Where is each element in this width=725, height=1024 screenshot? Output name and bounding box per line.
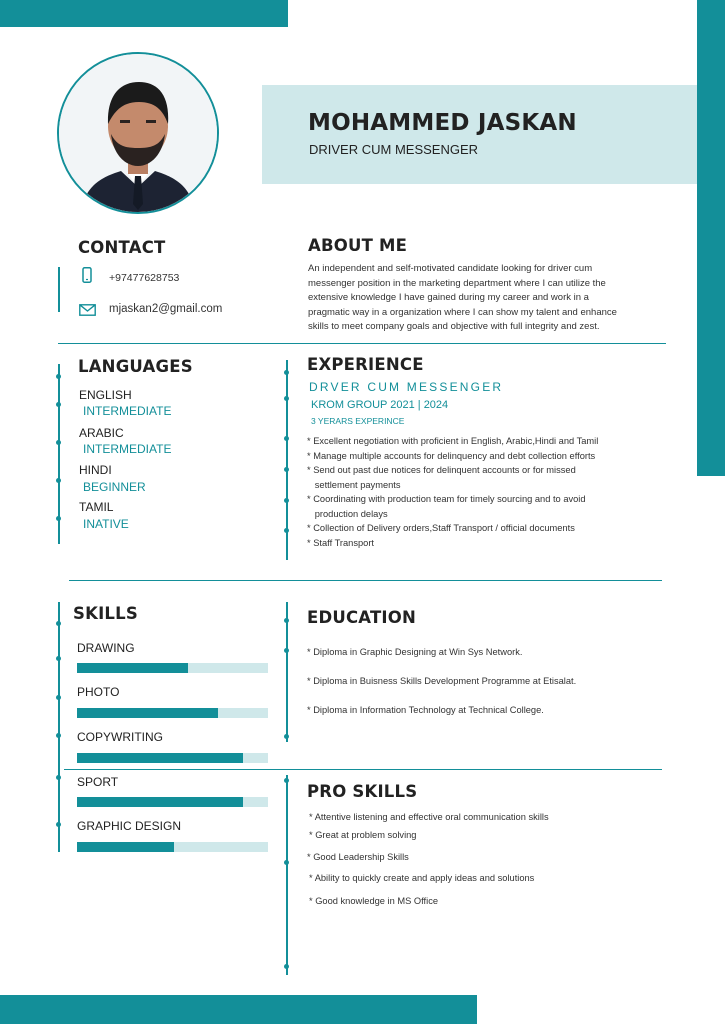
skill-bar bbox=[77, 708, 268, 718]
phone-icon bbox=[82, 267, 92, 283]
experience-heading: EXPERIENCE bbox=[307, 355, 424, 374]
about-line: messenger position in the marketing department where I can utilize the bbox=[308, 277, 606, 289]
contact-heading: CONTACT bbox=[78, 238, 166, 257]
bottom-bar bbox=[0, 995, 477, 1024]
language-level: INTERMEDIATE bbox=[83, 404, 172, 418]
language-name: HINDI bbox=[79, 463, 112, 477]
experience-bullet: * Collection of Delivery orders,Staff Transport / official documents bbox=[307, 523, 575, 533]
skill-bar bbox=[77, 753, 268, 763]
timeline-dot bbox=[56, 440, 61, 445]
skill-name: SPORT bbox=[77, 775, 119, 789]
avatar bbox=[57, 52, 219, 214]
skill-bar bbox=[77, 797, 268, 807]
skill-bar-fill bbox=[77, 708, 218, 718]
timeline-dot bbox=[284, 396, 289, 401]
languages-heading: LANGUAGES bbox=[78, 357, 193, 376]
experience-bullet: settlement payments bbox=[307, 479, 401, 490]
about-line: An independent and self-motivated candidate looking for driver cum bbox=[308, 263, 593, 274]
education-item: * Diploma in Buisness Skills Development Programme at Etisalat. bbox=[307, 676, 577, 686]
timeline-dot bbox=[284, 436, 289, 441]
timeline-proskills bbox=[286, 775, 288, 975]
pro-skill-item: * Great at problem solving bbox=[309, 830, 417, 840]
experience-bullet: * Coordinating with production team for timely sourcing and to avoid bbox=[307, 494, 586, 504]
timeline-dot bbox=[56, 402, 61, 407]
timeline-dot bbox=[284, 618, 289, 623]
timeline-dot bbox=[56, 374, 61, 379]
experience-bullets bbox=[307, 434, 682, 550]
about-line: skills to meet company goals and objective with full integrity and zest. bbox=[308, 321, 600, 333]
skill-bar-fill bbox=[77, 753, 243, 763]
experience-bullet: * Send out past due notices for delinquent accounts or for missed bbox=[307, 465, 576, 475]
divider-1 bbox=[58, 343, 666, 344]
pro-skills-heading: PRO SKILLS bbox=[307, 782, 418, 801]
skill-name: COPYWRITING bbox=[77, 730, 163, 744]
timeline-dot bbox=[56, 822, 61, 827]
timeline-dot bbox=[284, 370, 289, 375]
email-address: mjaskan2@gmail.com bbox=[109, 303, 223, 315]
timeline-dot bbox=[56, 478, 61, 483]
skill-name: DRAWING bbox=[77, 641, 135, 655]
skill-bar-fill bbox=[77, 663, 188, 673]
pro-skill-item: * Ability to quickly create and apply ideas and solutions bbox=[309, 873, 535, 883]
experience-bullet: * Excellent negotiation with proficient in English, Arabic,Hindi and Tamil bbox=[307, 436, 599, 446]
right-side-bar bbox=[697, 0, 725, 476]
skill-bar-fill bbox=[77, 797, 243, 807]
timeline-dot bbox=[56, 733, 61, 738]
timeline-dot bbox=[284, 467, 289, 472]
language-name: ENGLISH bbox=[79, 388, 132, 402]
education-item: * Diploma in Information Technology at Technical College. bbox=[307, 705, 544, 715]
timeline-dot bbox=[56, 656, 61, 661]
education-item: * Diploma in Graphic Designing at Win Sys Network. bbox=[307, 647, 523, 657]
experience-bullet: * Staff Transport bbox=[307, 537, 375, 548]
skill-bar bbox=[77, 663, 268, 673]
top-left-bar bbox=[0, 0, 288, 27]
timeline-dot bbox=[284, 528, 289, 533]
experience-duration: 3 YERARS EXPERINCE bbox=[311, 416, 405, 426]
experience-company: KROM GROUP 2021 | 2024 bbox=[311, 399, 449, 411]
timeline-education bbox=[286, 602, 288, 742]
about-line: pragmatic way in a organization where I can show my talent and enhance bbox=[308, 306, 617, 318]
person-name: MOHAMMED JASKAN bbox=[308, 110, 577, 136]
skill-name: GRAPHIC DESIGN bbox=[77, 819, 182, 833]
divider-3 bbox=[64, 769, 662, 770]
divider-2 bbox=[69, 580, 662, 581]
education-heading: EDUCATION bbox=[307, 608, 416, 627]
language-name: ARABIC bbox=[79, 426, 124, 440]
pro-skill-item: * Good knowledge in MS Office bbox=[309, 896, 439, 906]
about-heading: ABOUT ME bbox=[308, 236, 408, 255]
pro-skill-item: * Good Leadership Skills bbox=[307, 852, 409, 862]
pro-skill-item: * Attentive listening and effective oral communication skills bbox=[309, 812, 549, 822]
experience-bullet: production delays bbox=[307, 508, 388, 519]
language-level: INTERMEDIATE bbox=[83, 442, 172, 456]
about-text bbox=[308, 262, 693, 335]
timeline-dot bbox=[284, 778, 289, 783]
timeline-dot bbox=[56, 775, 61, 780]
skills-heading: SKILLS bbox=[73, 604, 138, 623]
experience-bullet: * Manage multiple accounts for delinquency and debt collection efforts bbox=[307, 450, 596, 461]
timeline-dot bbox=[56, 695, 61, 700]
timeline-dot bbox=[56, 516, 61, 521]
timeline-dot bbox=[284, 734, 289, 739]
language-level: INATIVE bbox=[83, 517, 129, 531]
timeline-dot bbox=[56, 621, 61, 626]
language-name: TAMIL bbox=[79, 500, 114, 514]
job-title: DRIVER CUM MESSENGER bbox=[309, 142, 479, 157]
skill-name: PHOTO bbox=[77, 685, 120, 699]
timeline-dot bbox=[284, 648, 289, 653]
skill-bar-fill bbox=[77, 842, 174, 852]
person-portrait-icon bbox=[59, 54, 217, 212]
skill-bar bbox=[77, 842, 268, 852]
timeline-dot bbox=[284, 860, 289, 865]
timeline-dot bbox=[284, 498, 289, 503]
timeline-skills bbox=[58, 602, 60, 852]
language-level: BEGINNER bbox=[83, 480, 146, 494]
about-line: extensive knowledge I have gained during my career and work in a bbox=[308, 292, 589, 304]
envelope-icon bbox=[79, 303, 96, 315]
experience-role: DRVER CUM MESSENGER bbox=[309, 380, 504, 394]
timeline-contact bbox=[58, 267, 60, 312]
phone-number: +97477628753 bbox=[109, 272, 180, 284]
timeline-dot bbox=[284, 964, 289, 969]
